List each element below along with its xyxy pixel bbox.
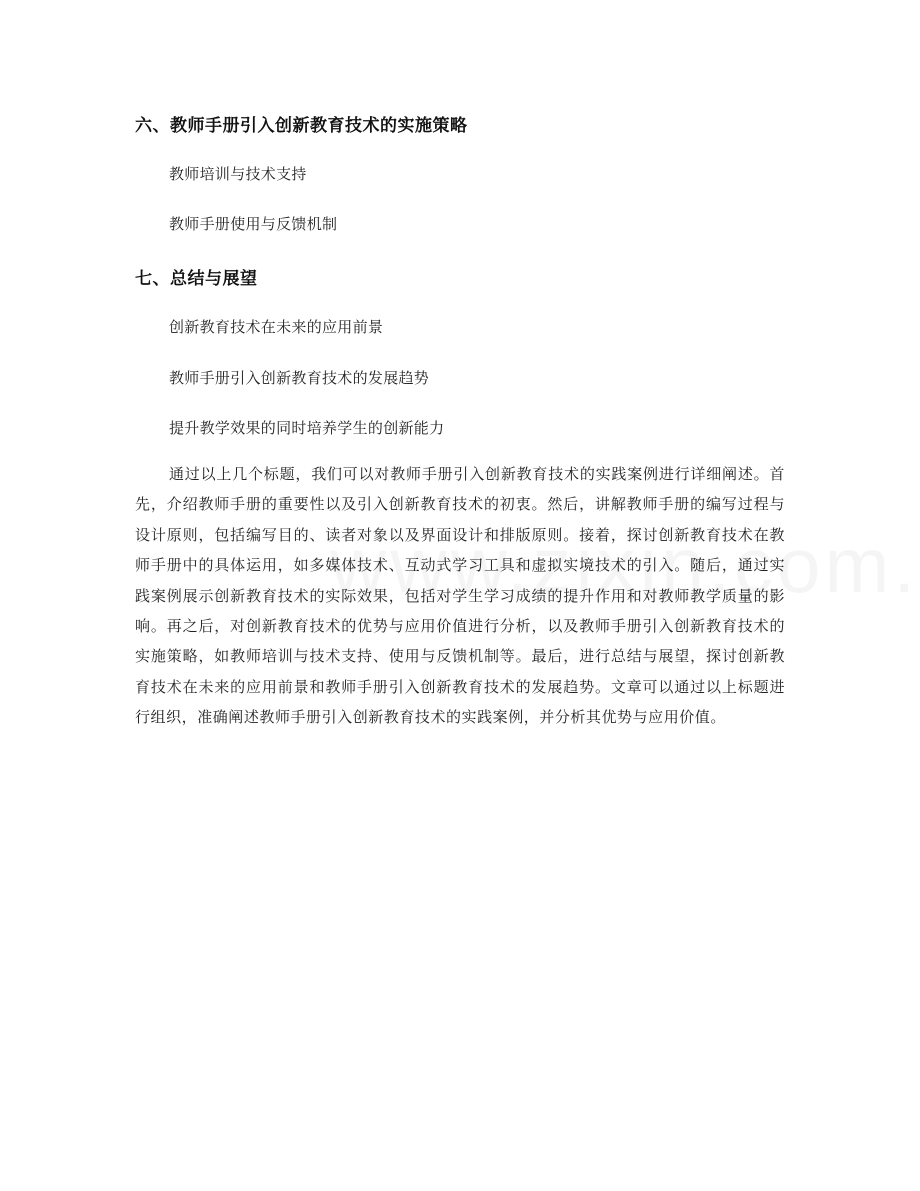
section-six-item-training: 教师培训与技术支持	[169, 165, 307, 183]
section-seven-item-innovation: 提升教学效果的同时培养学生的创新能力	[169, 419, 445, 437]
section-six-item-feedback: 教师手册使用与反馈机制	[169, 215, 338, 233]
section-seven-item-prospects: 创新教育技术在未来的应用前景	[169, 318, 384, 336]
section-heading-six: 六、教师手册引入创新教育技术的实施策略	[135, 116, 468, 136]
section-seven-item-trends: 教师手册引入创新教育技术的发展趋势	[169, 369, 430, 387]
summary-paragraph: 通过以上几个标题，我们可以对教师手册引入创新教育技术的实践案例进行详细阐述。首先，介绍教师手册的重要性以及引入创新教育技术的初衷。然后，讲解教师手册的编写过程与设计原则，包括编写目的、读者对象以及界面设计和排版原则。接着，探讨创新教育技术在教师手册中的具体运用，如多媒体技术、互动式学习工具和虚拟实境技术的引入。随后，通过实践案例展示创新教育技术的实际效果，包括对学生学习成绩的提升作用和对教师教学质量的影响。再之后，对创新教育技术的优势与应用价值进行分析，以及教师手册引入创新教育技术的实施策略，如教师培训与技术支持、使用与反馈机制等。最后，进行总结与展望，探讨创新教育技术在未来的应用前景和教师手册引入创新教育技术的发展趋势。文章可以通过以上标题进行组织，准确阐述教师手册引入创新教育技术的实践案例，并分析其优势与应用价值。	[135, 465, 785, 727]
section-heading-seven: 七、总结与展望	[135, 269, 258, 289]
